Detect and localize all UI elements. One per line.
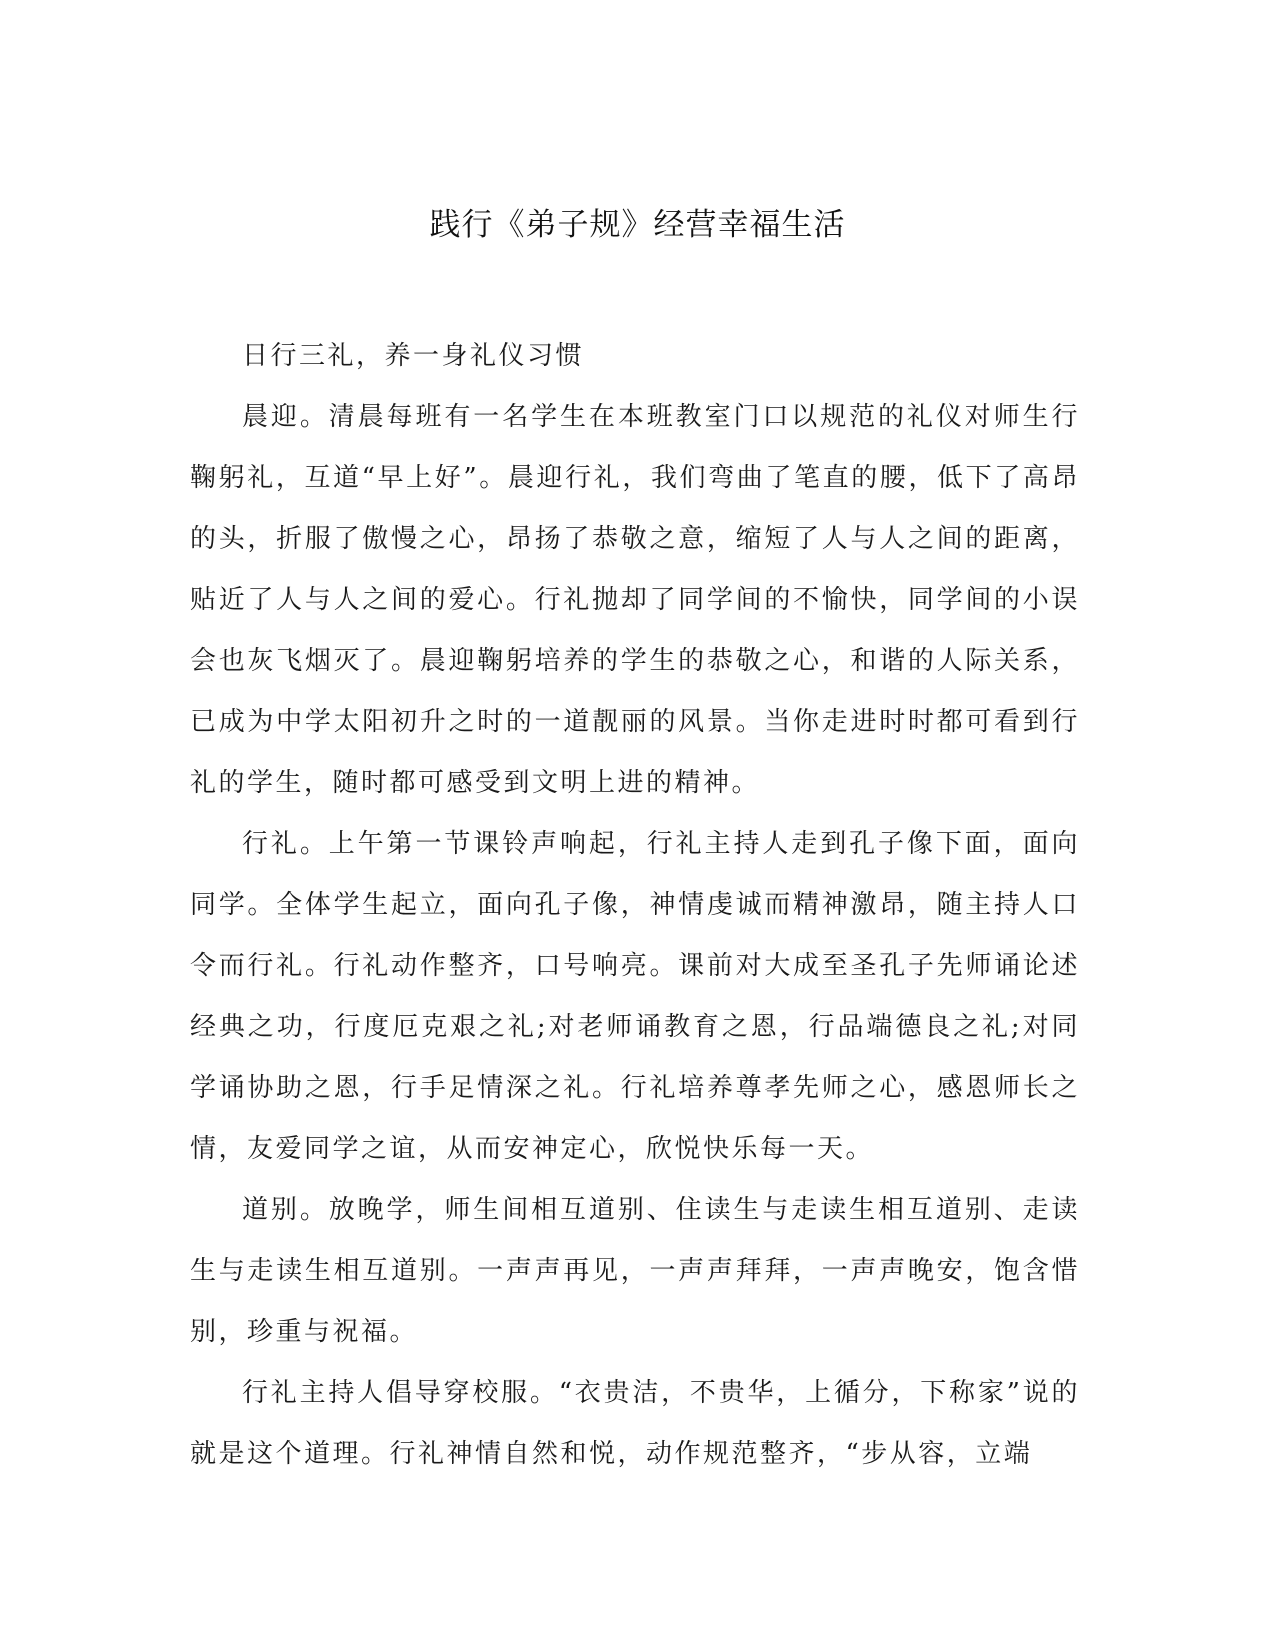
paragraph-farewell: 道别。放晚学，师生间相互道别、住读生与走读生相互道别、走读生与走读生相互道别。一声声再见，一声声拜拜，一声声晚安，饱含惜别，珍重与祝福。 bbox=[190, 1195, 1080, 1347]
paragraph-uniform: 行礼主持人倡导穿校服。“衣贵洁，不贵华，上循分，下称家”说的就是这个道理。行礼神情自然和悦，动作规范整齐，“步从容，立端 bbox=[190, 1378, 1080, 1469]
section-heading: 日行三礼，养一身礼仪习惯 bbox=[242, 341, 585, 371]
document-body bbox=[190, 326, 1080, 1485]
paragraph-salute: 行礼。上午第一节课铃声响起，行礼主持人走到孔子像下面，面向同学。全体学生起立，面向孔子像，神情虔诚而精神激昂，随主持人口令而行礼。行礼动作整齐，口号响亮。课前对大成至圣孔子先师诵论述经典之功，行度厄克艰之礼;对老师诵教育之恩，行品端德良之礼;对同学诵协助之恩，行手足情深之礼。行礼培养尊孝先师之心，感恩师长之情，友爱同学之谊，从而安神定心，欣悦快乐每一天。 bbox=[190, 829, 1080, 1164]
paragraph-morning-greeting: 晨迎。清晨每班有一名学生在本班教室门口以规范的礼仪对师生行鞠躬礼，互道“早上好”。晨迎行礼，我们弯曲了笔直的腰，低下了高昂的头，折服了傲慢之心，昂扬了恭敬之意，缩短了人与人之间的距离，贴近了人与人之间的爱心。行礼抛却了同学间的不愉快，同学间的小误会也灰飞烟灭了。晨迎鞠躬培养的学生的恭敬之心，和谐的人际关系，已成为中学太阳初升之时的一道靓丽的风景。当你走进时时都可看到行礼的学生，随时都可感受到文明上进的精神。 bbox=[190, 402, 1080, 798]
document-title: 践行《弟子规》经营幸福生活 bbox=[429, 207, 846, 243]
